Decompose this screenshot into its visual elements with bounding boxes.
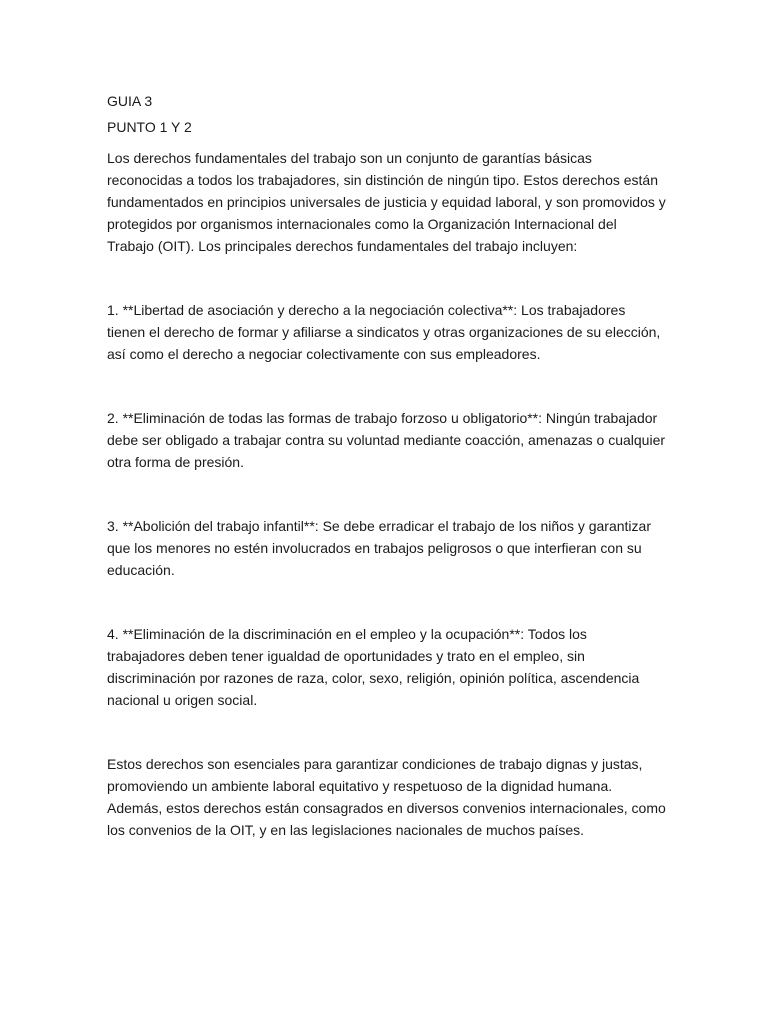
closing-paragraph: Estos derechos son esenciales para garantizar condiciones de trabajo dignas y justas, promoviendo un ambiente laboral equitativo y respetuoso de la dignidad humana. Además, estos derechos están consagrados en diversos convenios internacionales, como los convenios de la OIT, y en las legislaciones nacionales de muchos países.: [107, 756, 666, 838]
list-item-3: 3. **Abolición del trabajo infantil**: Se debe erradicar el trabajo de los niños y garantizar que los menores no estén involucrados en trabajos peligrosos o que interfieran con su educación.: [107, 518, 651, 578]
document-page: [107, 90, 667, 841]
document-subtitle: PUNTO 1 Y 2: [107, 119, 192, 135]
intro-paragraph: Los derechos fundamentales del trabajo son un conjunto de garantías básicas reconocidas a todos los trabajadores, sin distinción de ningún tipo. Estos derechos están fundamentados en principios universales de justicia y equidad laboral, y son promovidos y protegidos por organismos internacionales como la Organización Internacional del Trabajo (OIT). Los principales derechos fundamentales del trabajo incluyen:: [107, 150, 666, 254]
document-title: GUIA 3: [107, 93, 153, 109]
list-item-1: 1. **Libertad de asociación y derecho a la negociación colectiva**: Los trabajadores tienen el derecho de formar y afiliarse a sindicatos y otras organizaciones de su elección, así como el derecho a negociar colectivamente con sus empleadores.: [107, 302, 661, 362]
list-item-4: 4. **Eliminación de la discriminación en el empleo y la ocupación**: Todos los trabajadores deben tener igualdad de oportunidades y trato en el empleo, sin discriminación por razones de raza, color, sexo, religión, opinión política, ascendencia nacional u origen social.: [107, 626, 640, 708]
list-item-2: 2. **Eliminación de todas las formas de trabajo forzoso u obligatorio**: Ningún trabajador debe ser obligado a trabajar contra su voluntad mediante coacción, amenazas o cualquier otra forma de presión.: [107, 410, 666, 470]
